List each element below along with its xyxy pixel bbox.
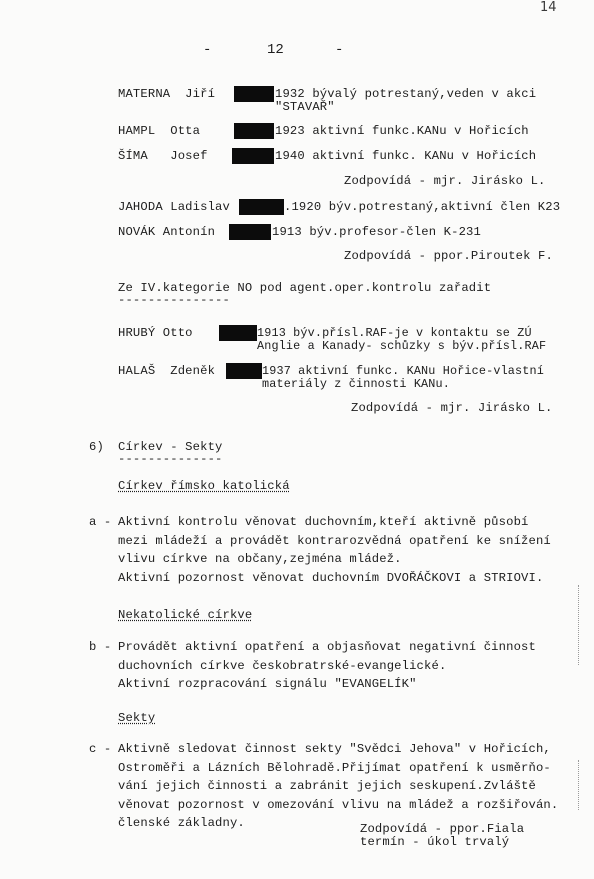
section-title: Církev - Sekty (118, 440, 223, 454)
section-number: 6) (89, 440, 104, 454)
person-name: HAMPL Otta (118, 124, 201, 138)
item-letter: a - (89, 515, 112, 529)
section-title-underline: -------------- (118, 452, 223, 466)
person-info: 1923 aktivní funkc.KANu v Hořicích (275, 124, 529, 138)
redaction-bar (234, 86, 274, 102)
person-name: NOVÁK Antonín (118, 225, 216, 239)
redaction-bar (239, 199, 284, 215)
scan-artifact-line (578, 585, 579, 665)
responsible-officer: Zodpovídá - mjr. Jirásko L. (344, 174, 546, 188)
item-line: Aktivně sledovat činnost sekty "Svědci Jehova" v Hořicích, (118, 742, 551, 756)
item-line: Aktivní kontrolu věnovat duchovním,kteří aktivně působí (118, 515, 529, 529)
subsection-heading: Nekatolické církve (118, 608, 253, 622)
person-info-continued: Anglie a Kanady- schůzky s býv.přísl.RAF (257, 339, 547, 353)
redaction-bar (234, 123, 274, 139)
corner-page-mark: 14 (540, 0, 557, 15)
header-dash-right: - (335, 42, 344, 58)
redaction-bar (229, 224, 271, 240)
person-info-continued: materiály z činnosti KANu. (262, 377, 450, 391)
redaction-bar (219, 325, 257, 341)
subsection-heading: Sekty (118, 711, 156, 725)
person-name: HALAŠ Zdeněk (118, 364, 216, 378)
header-dash-left: - (203, 42, 212, 58)
item-line: vlivu církve na občany,zejména mládež. (118, 552, 402, 566)
person-info-continued: "STAVAŘ" (275, 100, 335, 114)
person-name: JAHODA Ladislav (118, 200, 230, 214)
person-info: 1932 bývalý potrestaný,veden v akci (275, 87, 537, 101)
redaction-bar (226, 363, 262, 379)
task-deadline: termín - úkol trvalý (360, 835, 510, 849)
person-info: 1913 býv.přísl.RAF-je v kontaktu se ZÚ (257, 326, 532, 340)
responsible-officer: Zodpovídá - ppor.Piroutek F. (344, 249, 553, 263)
item-line: Aktivní rozpracování signálu "EVANGELÍK" (118, 677, 417, 691)
item-letter: b - (89, 640, 112, 654)
responsible-officer: Zodpovídá - ppor.Fiala (360, 822, 525, 836)
responsible-officer: Zodpovídá - mjr. Jirásko L. (351, 401, 553, 415)
item-line: duchovních církve českobratrské-evangelické. (118, 659, 447, 673)
person-name: HRUBÝ Otto (118, 326, 193, 340)
item-line: vání jejich činnosti a zabránit jejich seskupení.Zvláště (118, 779, 536, 793)
scan-artifact-line (578, 760, 579, 810)
item-line: mezi mládeží a provádět kontrarozvědná opatření ke snížení (118, 534, 551, 548)
person-info: .1920 býv.potrestaný,aktivní člen K23 (284, 200, 561, 214)
item-line: Aktivní pozornost věnovat duchovním DVOŘÁČKOVI a STRIOVI. (118, 571, 544, 585)
person-name: ŠÍMA Josef (118, 149, 208, 163)
subsection-heading: Církev římsko katolická (118, 479, 290, 493)
category-heading: Ze IV.kategorie NO pod agent.oper.kontrolu zařadit (118, 281, 492, 295)
person-info: 1937 aktivní funkc. KANu Hořice-vlastní (262, 364, 544, 378)
item-letter: c - (89, 742, 112, 756)
redaction-bar (232, 148, 274, 164)
person-info: 1940 aktivní funkc. KANu v Hořicích (275, 149, 537, 163)
person-info: 1913 býv.profesor-člen K-231 (272, 225, 481, 239)
page-number: 12 (267, 42, 284, 58)
category-underline: --------------- (118, 293, 230, 307)
item-line: Ostroměři a Lázních Bělohradě.Přijímat opatření k usměrňo- (118, 761, 551, 775)
item-line: Provádět aktivní opatření a objasňovat negativní činnost (118, 640, 536, 654)
item-line: členské základny. (118, 816, 245, 830)
item-line: věnovat pozornost v omezování vlivu na mládež a rozšiřován. (118, 798, 559, 812)
person-name: MATERNA Jiří (118, 87, 216, 101)
